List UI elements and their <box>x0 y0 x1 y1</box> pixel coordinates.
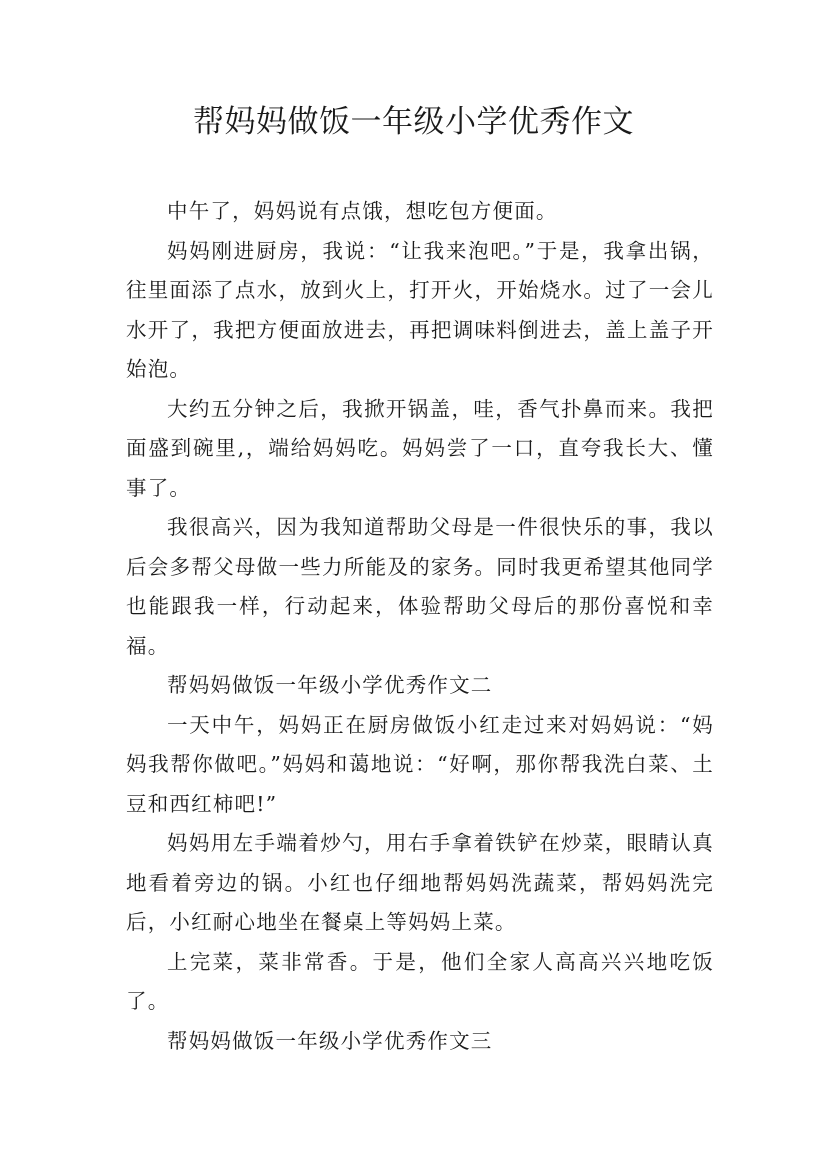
paragraph: 中午了，妈妈说有点饿，想吃包方便面。 <box>167 199 558 223</box>
document-body <box>126 192 714 1061</box>
section-heading: 帮妈妈做饭一年级小学优秀作文二 <box>167 673 493 697</box>
paragraph: 一天中午，妈妈正在厨房做饭小红走过来对妈妈说：“妈妈我帮你做吧。”妈妈和蔼地说：“好啊，那你帮我洗白菜、土豆和西红柿吧!” <box>126 712 714 816</box>
section-heading: 帮妈妈做饭一年级小学优秀作文三 <box>167 1028 493 1053</box>
paragraph: 上完菜，菜非常香。于是，他们全家人高高兴兴地吃饭了。 <box>126 949 714 1013</box>
paragraph: 妈妈刚进厨房，我说：“让我来泡吧。”于是，我拿出锅，往里面添了点水，放到火上，打开火，开始烧水。过了一会儿水开了，我把方便面放进去，再把调味料倒进去，盖上盖子开始泡。 <box>126 238 714 381</box>
paragraph: 大约五分钟之后，我掀开锅盖，哇，香气扑鼻而来。我把面盛到碗里,，端给妈妈吃。妈妈尝了一口，直夸我长大、懂事了。 <box>126 396 714 500</box>
paragraph: 我很高兴，因为我知道帮助父母是一件很快乐的事，我以后会多帮父母做一些力所能及的家务。同时我更希望其他同学也能跟我一样，行动起来，体验帮助父母后的那份喜悦和幸福。 <box>126 515 714 658</box>
document-title: 帮妈妈做饭一年级小学优秀作文 <box>193 104 634 140</box>
paragraph: 妈妈用左手端着炒勺，用右手拿着铁铲在炒菜，眼睛认真地看着旁边的锅。小红也仔细地帮妈妈洗蔬菜，帮妈妈洗完后，小红耐心地坐在餐桌上等妈妈上菜。 <box>126 831 714 934</box>
